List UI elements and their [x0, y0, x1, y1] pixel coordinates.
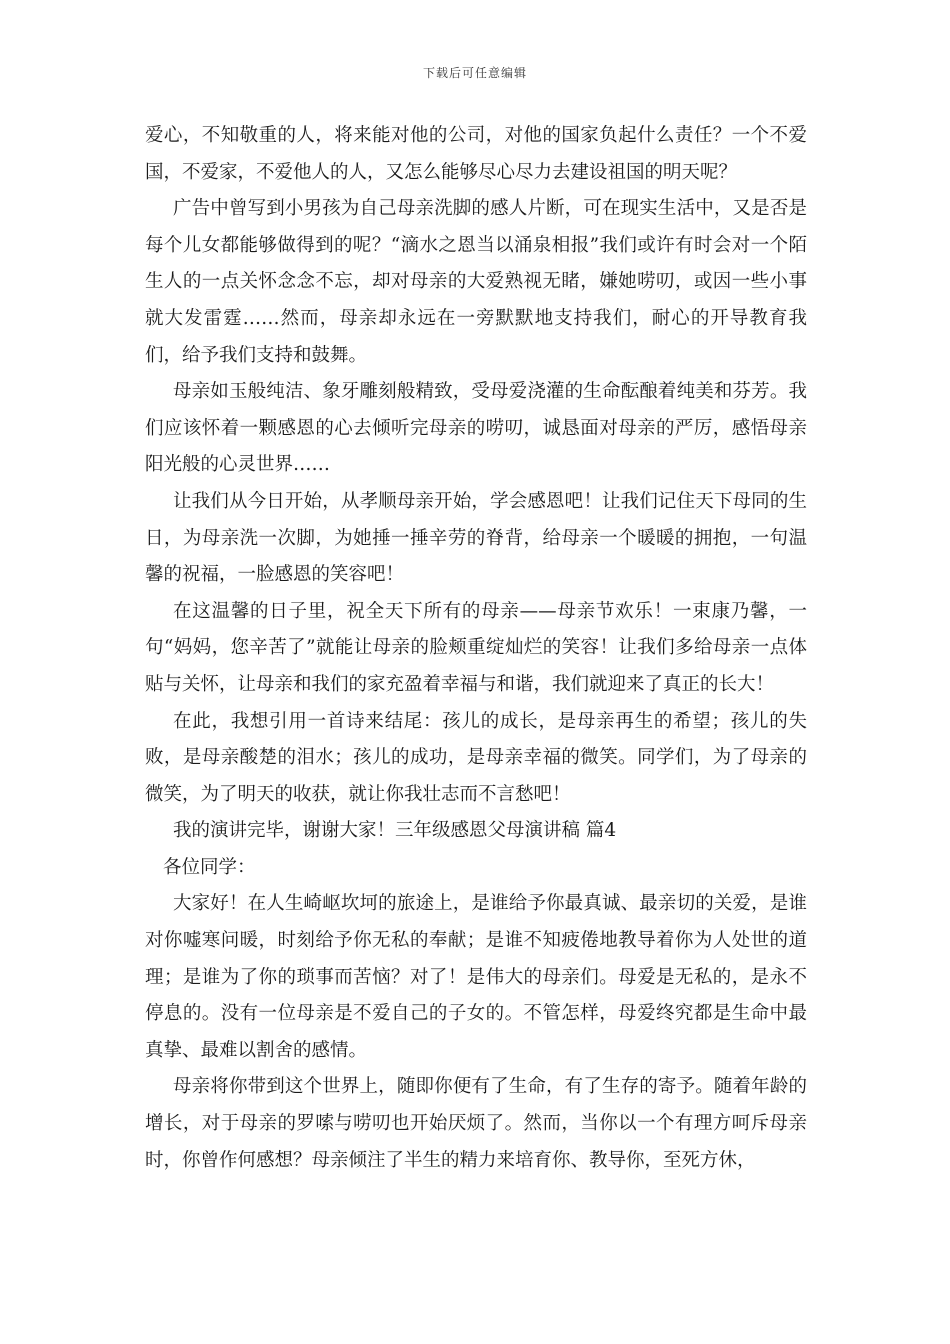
paragraph-6: 在此，我想引用一首诗来结尾：孩儿的成长，是母亲再生的希望；孩儿的失败，是母亲酸楚的泪水；孩儿的成功，是母亲幸福的微笑。同学们，为了母亲的微笑，为了明天的收获，就让你我壮志而不言愁吧！: [145, 710, 807, 805]
paragraph-3: 母亲如玉般纯洁、象牙雕刻般精致，受母爱浇灌的生命酝酿着纯美和芬芳。我们应该怀着一颗感恩的心去倾听完母亲的唠叨，诚恳面对母亲的严厉，感悟母亲阳光般的心灵世界……: [145, 381, 807, 476]
paragraph-7-closing: 我的演讲完毕，谢谢大家！三年级感恩父母演讲稿 篇4: [173, 820, 617, 842]
paragraph-5: 在这温馨的日子里，祝全天下所有的母亲——母亲节欢乐！一束康乃馨，一句“妈妈，您辛苦了”就能让母亲的脸颊重绽灿烂的笑容！让我们多给母亲一点体贴与关怀，让母亲和我们的家充盈着幸福与和谐，我们就迎来了真正的长大！: [145, 600, 807, 695]
document-body: [145, 118, 807, 1179]
paragraph-2: 广告中曾写到小男孩为自己母亲洗脚的感人片断，可在现实生活中，又是否是每个儿女都能够做得到的呢？“滴水之恩当以涌泉相报”我们或许有时会对一个陌生人的一点关怀念念不忘，却对母亲的大爱熟视无睹，嫌她唠叨，或因一些小事就大发雷霆……然而，母亲却永远在一旁默默地支持我们，耐心的开导教育我们，给予我们支持和鼓舞。: [145, 198, 807, 366]
paragraph-8-greeting: 各位同学：: [163, 856, 256, 878]
paragraph-9: 大家好！在人生崎岖坎坷的旅途上，是谁给予你最真诚、最亲切的关爱，是谁对你嘘寒问暖，时刻给予你无私的奉献；是谁不知疲倦地教导着你为人处世的道理；是谁为了你的琐事而苦恼？对了！是伟大的母亲们。母爱是无私的，是永不停息的。没有一位母亲是不爱自己的子女的。不管怎样，母爱终究都是生命中最真挚、最难以割舍的感情。: [145, 893, 807, 1061]
page-header-note: 下载后可任意编辑: [422, 66, 527, 80]
paragraph-4: 让我们从今日开始，从孝顺母亲开始，学会感恩吧！让我们记住天下母同的生日，为母亲洗一次脚，为她捶一捶辛劳的脊背，给母亲一个暖暖的拥抱，一句温馨的祝福，一脸感恩的笑容吧！: [145, 490, 807, 586]
paragraph-1: 爱心，不知敬重的人，将来能对他的公司，对他的国家负起什么责任？一个不爱国，不爱家，不爱他人的人，又怎么能够尽心尽力去建设祖国的明天呢？: [145, 125, 807, 183]
paragraph-10: 母亲将你带到这个世界上，随即你便有了生命，有了生存的寄予。随着年龄的增长，对于母亲的罗嗦与唠叨也开始厌烦了。然而，当你以一个有理方呵斥母亲时，你曾作何感想？母亲倾注了半生的精力来培育你、教导你，至死方休，: [145, 1076, 807, 1171]
